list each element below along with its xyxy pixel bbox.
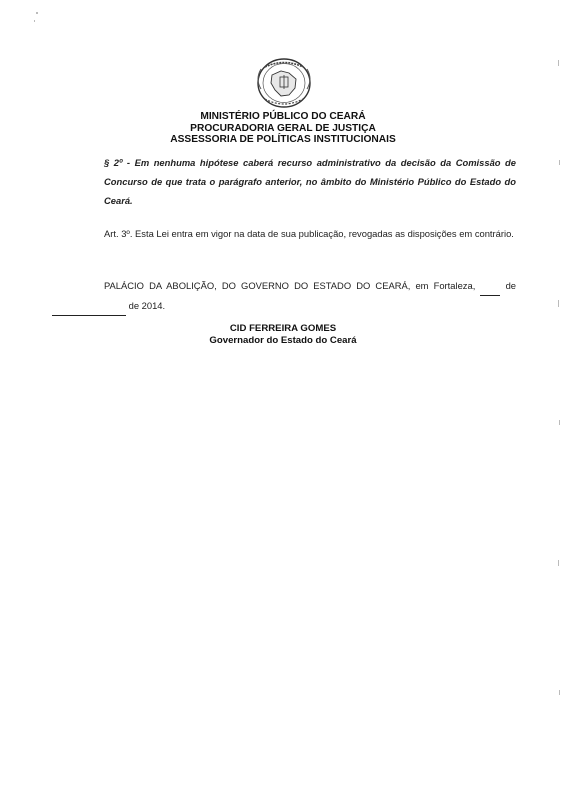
article-3: Art. 3º. Esta Lei entra em vigor na data de sua publicação, revogadas as disposições em contrário. [104,228,514,239]
palace-text: PALÁCIO DA ABOLIÇÃO, DO GOVERNO DO ESTADO DO CEARÁ, em Fortaleza, [104,280,476,291]
document-header [0,111,566,146]
day-blank [480,276,500,296]
ministerio-publico-seal [241,55,327,111]
month-blank [52,296,126,316]
header-procuradoria: PROCURADORIA GERAL DE JUSTIÇA [190,122,376,134]
palace-de: de [505,280,517,291]
signatory-name: CID FERREIRA GOMES [229,323,337,334]
scan-margin-marks [556,0,562,792]
scan-speck [34,20,35,22]
scan-speck [36,12,38,14]
paragraph-2-clause: § 2º - Em nenhuma hipótese caberá recurso administrativo da decisão da Comissão de Concurso de que trata o parágrafo anterior, no âmbito do Ministério Público do Estado do Ceará. [104,157,516,206]
signature-block [0,323,566,347]
palace-year: de 2014. [128,300,166,311]
header-ministerio: MINISTÉRIO PÚBLICO DO CEARÁ [200,111,366,122]
palace-dateline [52,276,516,316]
header-assessoria: ASSESSORIA DE POLÍTICAS INSTITUCIONAIS [170,134,396,146]
signatory-title: Governador do Estado do Ceará [209,335,357,346]
